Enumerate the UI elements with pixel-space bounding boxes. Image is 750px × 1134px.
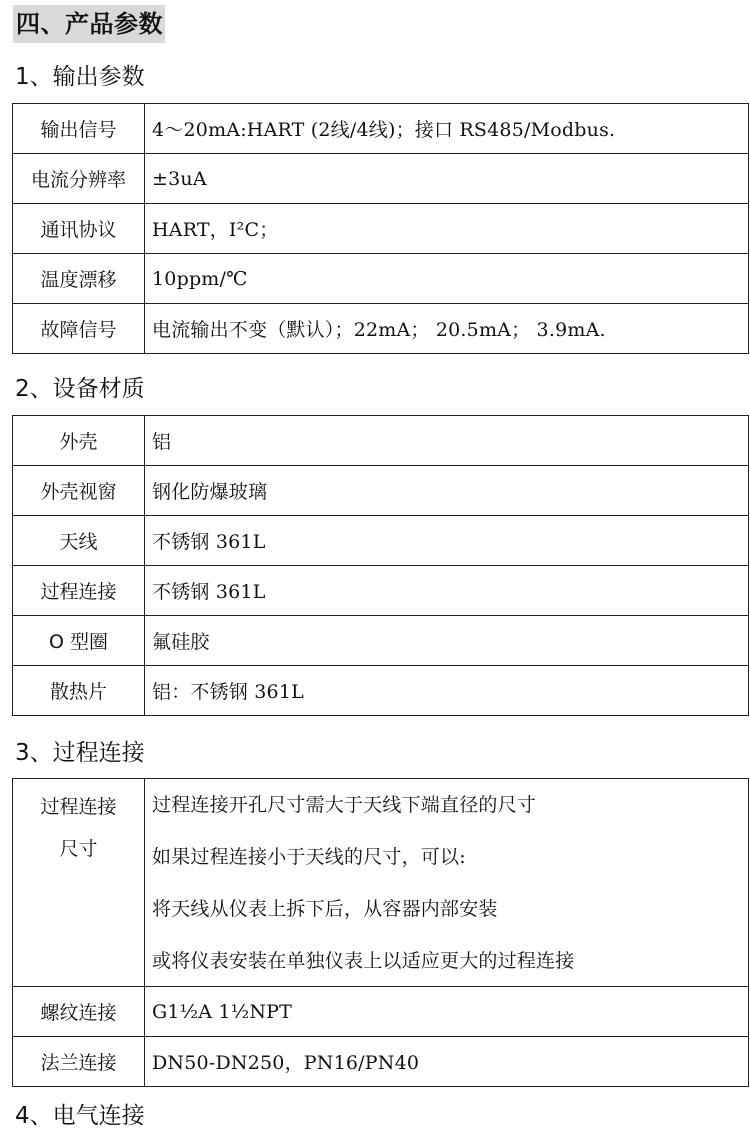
param-value: 铝：不锈钢 361L	[145, 666, 749, 716]
table-row	[13, 104, 749, 154]
param-value: 电流输出不变（默认）；22mA； 20.5mA； 3.9mA.	[145, 304, 749, 354]
table-row	[13, 154, 749, 204]
value-line: 或将仪表安装在单独仪表上以适应更大的过程连接	[152, 950, 575, 972]
param-value: 不锈钢 361L	[145, 566, 749, 616]
param-value: 4～20mA:HART (2线/4线)；接口 RS485/Modbus.	[145, 104, 749, 154]
label-line: 尺寸	[59, 838, 98, 860]
param-label	[13, 779, 145, 987]
section-title-output: 1、输出参数	[15, 64, 145, 90]
table-row	[13, 616, 749, 666]
value-line: 如果过程连接小于天线的尺寸，可以:	[152, 846, 466, 868]
param-value: G1½A 1½NPT	[145, 987, 749, 1037]
table-row	[13, 1037, 749, 1087]
materials-table	[12, 415, 749, 716]
table-row	[13, 516, 749, 566]
param-label: 电流分辨率	[13, 154, 145, 204]
table-row	[13, 779, 749, 987]
process-connection-table	[12, 778, 749, 1087]
section-title-process-connection: 3、过程连接	[15, 740, 145, 766]
param-value: 铝	[145, 416, 749, 466]
table-row	[13, 416, 749, 466]
param-value: 10ppm/℃	[145, 254, 749, 304]
table-row	[13, 666, 749, 716]
table-row	[13, 304, 749, 354]
table-row	[13, 466, 749, 516]
param-label: 外壳	[13, 416, 145, 466]
param-value	[145, 779, 749, 987]
chapter-title: 四、产品参数	[13, 5, 165, 43]
label-line: 过程连接	[40, 796, 117, 818]
param-value: HART，I²C；	[145, 204, 749, 254]
param-label: 散热片	[13, 666, 145, 716]
section-title-materials: 2、设备材质	[15, 376, 145, 402]
param-label: 通讯协议	[13, 204, 145, 254]
param-label: 法兰连接	[13, 1037, 145, 1087]
value-line: 将天线从仪表上拆下后，从容器内部安装	[152, 898, 498, 920]
table-row	[13, 204, 749, 254]
param-label: 故障信号	[13, 304, 145, 354]
value-line: 过程连接开孔尺寸需大于天线下端直径的尺寸	[152, 794, 537, 816]
param-label: 螺纹连接	[13, 987, 145, 1037]
param-value: ±3uA	[145, 154, 749, 204]
param-value: 氟硅胶	[145, 616, 749, 666]
output-params-table	[12, 103, 749, 354]
param-value: 不锈钢 361L	[145, 516, 749, 566]
param-label: 温度漂移	[13, 254, 145, 304]
param-label: O 型圈	[13, 616, 145, 666]
table-row	[13, 566, 749, 616]
table-row	[13, 254, 749, 304]
table-row	[13, 987, 749, 1037]
param-label: 过程连接	[13, 566, 145, 616]
param-value: DN50-DN250，PN16/PN40	[145, 1037, 749, 1087]
param-label: 输出信号	[13, 104, 145, 154]
section-title-electrical-connection: 4、电气连接	[15, 1103, 145, 1129]
param-value: 钢化防爆玻璃	[145, 466, 749, 516]
param-label: 天线	[13, 516, 145, 566]
param-label: 外壳视窗	[13, 466, 145, 516]
